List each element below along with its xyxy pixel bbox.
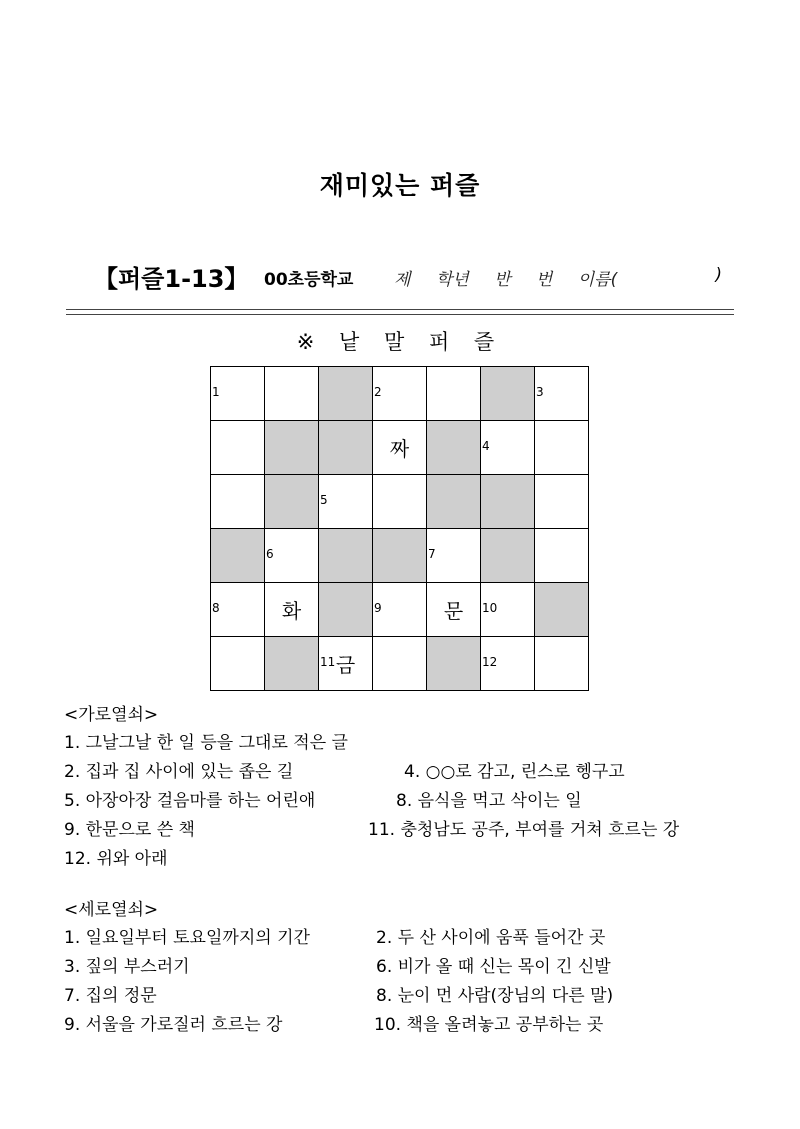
grid-cell-blocked bbox=[481, 529, 535, 583]
grid-cell[interactable] bbox=[373, 367, 427, 421]
grid-cell[interactable] bbox=[265, 529, 319, 583]
grid-cell-blocked bbox=[373, 529, 427, 583]
grid-cell-blocked bbox=[265, 475, 319, 529]
divider-top bbox=[66, 309, 734, 310]
clue-text: 8. 눈이 먼 사람(장님의 다른 말) bbox=[376, 986, 614, 1006]
clue-line bbox=[64, 787, 744, 816]
across-clues bbox=[64, 701, 744, 874]
clue-text: 1. 그날그날 한 일 등을 그대로 적은 글 bbox=[64, 733, 348, 753]
across-heading: <가로열쇠> bbox=[64, 705, 159, 725]
grid-cell[interactable] bbox=[535, 637, 589, 691]
puzzle-subtitle: ※ 낱 말 퍼 즐 bbox=[296, 330, 504, 354]
grid-cell[interactable] bbox=[211, 583, 265, 637]
crossword-grid bbox=[210, 366, 589, 691]
grid-cell[interactable] bbox=[373, 475, 427, 529]
grid-cell-blocked bbox=[535, 583, 589, 637]
clue-text: 11. 충청남도 공주, 부여를 거쳐 흐르는 강 bbox=[368, 820, 680, 840]
grid-cell[interactable] bbox=[427, 529, 481, 583]
cell-number: 2 bbox=[374, 385, 382, 399]
page-title: 재미있는 퍼즐 bbox=[319, 171, 481, 200]
grid-cell-blocked bbox=[211, 529, 265, 583]
divider-bottom bbox=[66, 314, 734, 315]
grid-cell[interactable] bbox=[319, 475, 373, 529]
down-heading: <세로열쇠> bbox=[64, 900, 159, 920]
grid-cell-blocked bbox=[427, 421, 481, 475]
grid-cell[interactable] bbox=[535, 421, 589, 475]
cell-number: 12 bbox=[482, 655, 498, 669]
down-clues bbox=[64, 896, 744, 1040]
cell-number: 7 bbox=[428, 547, 436, 561]
cell-number: 1 bbox=[212, 385, 220, 399]
grid-cell[interactable] bbox=[373, 583, 427, 637]
clue-line bbox=[64, 982, 744, 1011]
cell-hint-letter: 화 bbox=[281, 599, 302, 623]
clue-text: 10. 책을 올려놓고 공부하는 곳 bbox=[374, 1015, 604, 1035]
clue-text: 1. 일요일부터 토요일까지의 기간 bbox=[64, 928, 310, 948]
grid-cell-blocked bbox=[319, 583, 373, 637]
grid-cell[interactable] bbox=[535, 529, 589, 583]
cell-number: 11 bbox=[320, 655, 336, 669]
grid-cell-blocked bbox=[427, 475, 481, 529]
grid-cell-blocked bbox=[265, 421, 319, 475]
clue-text: 5. 아장아장 걸음마를 하는 어린애 bbox=[64, 791, 316, 811]
grid-cell[interactable] bbox=[211, 421, 265, 475]
grid-cell[interactable] bbox=[427, 583, 481, 637]
grid-cell[interactable] bbox=[211, 367, 265, 421]
clue-line bbox=[64, 816, 744, 845]
clue-line bbox=[64, 953, 744, 982]
grid-cell-blocked bbox=[319, 367, 373, 421]
grid-cell[interactable] bbox=[481, 637, 535, 691]
cell-number: 5 bbox=[320, 493, 328, 507]
grid-cell[interactable] bbox=[481, 421, 535, 475]
grid-cell-blocked bbox=[481, 367, 535, 421]
student-info-line: 제 학년 반 번 이름( bbox=[394, 270, 618, 290]
clue-text: 2. 집과 집 사이에 있는 좁은 길 bbox=[64, 762, 294, 782]
clue-text: 7. 집의 정문 bbox=[64, 986, 157, 1006]
school-name: 00초등학교 bbox=[264, 270, 354, 290]
clue-text: 9. 한문으로 쓴 책 bbox=[64, 820, 195, 840]
grid-cell[interactable] bbox=[373, 421, 427, 475]
grid-cell-blocked bbox=[481, 475, 535, 529]
grid-cell[interactable] bbox=[211, 637, 265, 691]
grid-cell-blocked bbox=[427, 637, 481, 691]
clue-line bbox=[64, 845, 744, 874]
clue-line bbox=[64, 1011, 744, 1040]
clue-line bbox=[64, 758, 744, 787]
grid-cell[interactable] bbox=[319, 637, 373, 691]
clue-text: 9. 서울을 가로질러 흐르는 강 bbox=[64, 1015, 283, 1035]
student-info-close: ) bbox=[715, 265, 722, 285]
puzzle-id: 【퍼즐1-13】 bbox=[94, 265, 249, 293]
cell-hint-letter: 짜 bbox=[389, 437, 410, 461]
cell-number: 8 bbox=[212, 601, 220, 615]
cell-number: 6 bbox=[266, 547, 274, 561]
grid-cell[interactable] bbox=[265, 583, 319, 637]
clue-text: 3. 짚의 부스러기 bbox=[64, 957, 190, 977]
clue-text: 6. 비가 올 때 신는 목이 긴 신발 bbox=[376, 957, 611, 977]
grid-cell[interactable] bbox=[211, 475, 265, 529]
grid-cell[interactable] bbox=[535, 475, 589, 529]
clue-line bbox=[64, 924, 744, 953]
clue-text: 4. ○○로 감고, 린스로 헹구고 bbox=[404, 762, 625, 782]
clue-text: 2. 두 산 사이에 움푹 들어간 곳 bbox=[376, 928, 606, 948]
grid-cell[interactable] bbox=[265, 367, 319, 421]
grid-cell-blocked bbox=[319, 421, 373, 475]
cell-hint-letter: 금 bbox=[335, 653, 356, 677]
grid-cell-blocked bbox=[265, 637, 319, 691]
grid-cell[interactable] bbox=[535, 367, 589, 421]
worksheet-header bbox=[94, 259, 734, 299]
grid-cell[interactable] bbox=[427, 367, 481, 421]
cell-number: 10 bbox=[482, 601, 498, 615]
grid-cell[interactable] bbox=[373, 637, 427, 691]
grid-cell[interactable] bbox=[481, 583, 535, 637]
cell-number: 4 bbox=[482, 439, 490, 453]
cell-number: 9 bbox=[374, 601, 382, 615]
clue-text: 12. 위와 아래 bbox=[64, 849, 168, 869]
grid-cell-blocked bbox=[319, 529, 373, 583]
cell-hint-letter: 문 bbox=[443, 599, 464, 623]
cell-number: 3 bbox=[536, 385, 544, 399]
clue-line bbox=[64, 729, 744, 758]
clue-text: 8. 음식을 먹고 삭이는 일 bbox=[396, 791, 582, 811]
